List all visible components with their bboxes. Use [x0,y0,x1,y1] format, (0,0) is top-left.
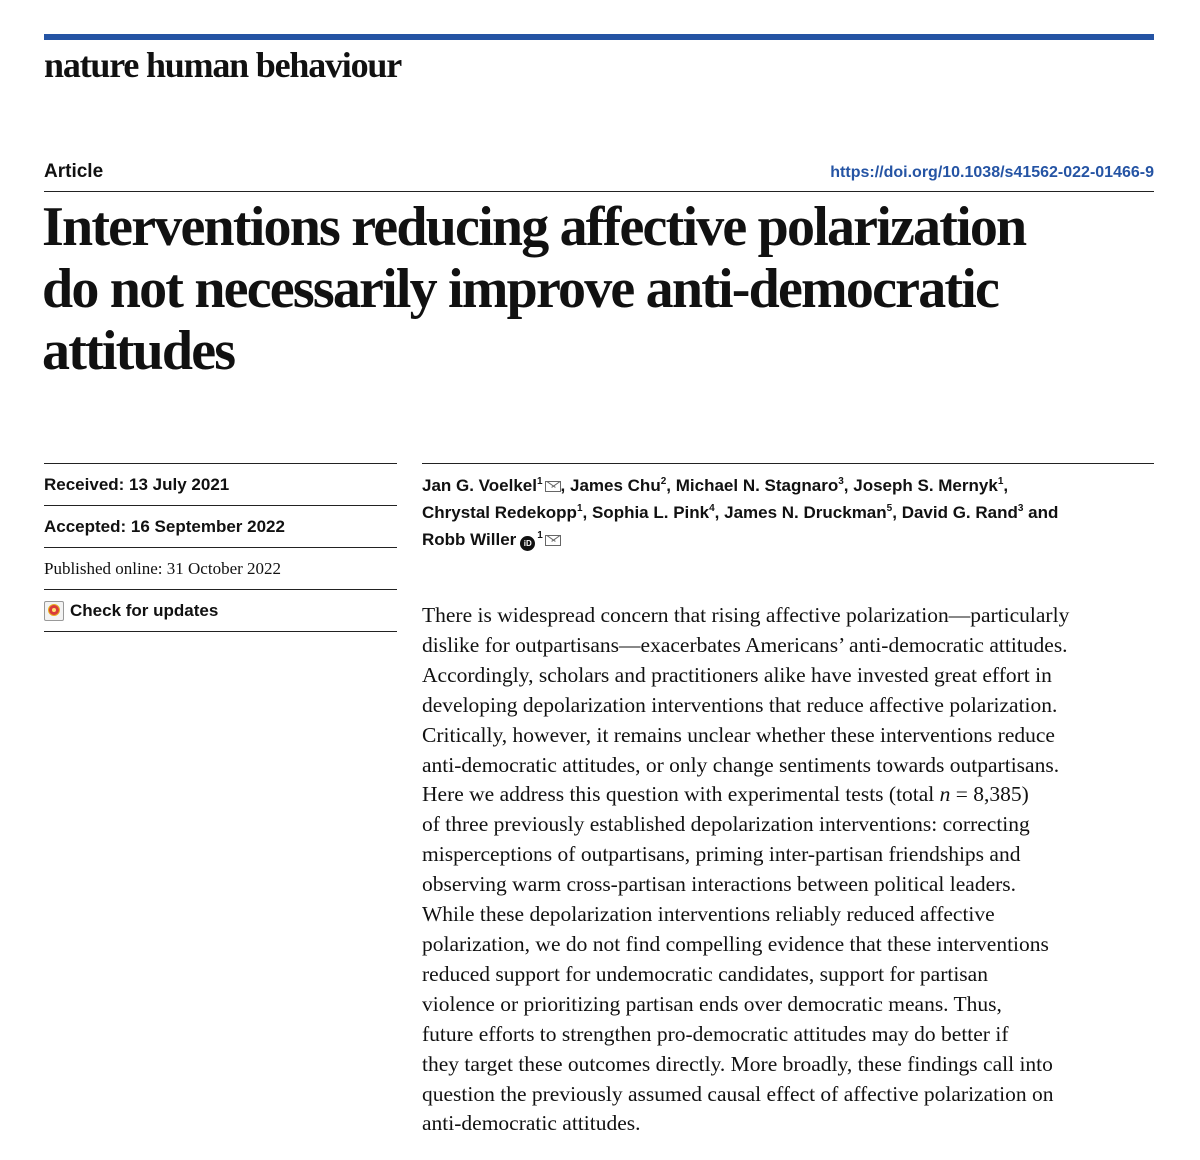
abstract-line: Critically, however, it remains unclear whether these interventions reduce [422,722,1055,747]
abstract-line: anti-democratic attitudes. [422,1111,641,1136]
abstract-line: of three previously established depolarization interventions: correcting [422,812,1030,837]
affiliation-number[interactable]: 2 [660,476,667,487]
article-title [42,196,1162,382]
author-name: Michael N. Stagnaro [675,476,839,495]
affiliation-number[interactable]: 3 [838,476,844,487]
author[interactable]: James Chu$^2$, [570,476,671,495]
sample-size-variable: n [939,782,951,807]
abstract [422,601,1162,1139]
title-line: do not necessarily improve anti-democratic [42,258,999,320]
journal-top-rule [44,34,1154,40]
received-date: Received: 13 July 2021 [44,463,397,505]
author[interactable]: James N. Druckman$^5$, [724,503,897,522]
email-icon[interactable] [545,481,561,492]
abstract-line: Accordingly, scholars and practitioners alike have invested great effort in [422,662,1052,687]
author[interactable] [422,530,561,549]
abstract-line: future efforts to strengthen pro-democratic attitudes may do better if [422,1021,1009,1046]
journal-name[interactable]: nature human behaviour [44,45,402,85]
abstract-line: There is widespread concern that rising affective polarization—particularly [422,603,1070,627]
author[interactable]: Michael N. Stagnaro$^3$, [675,476,849,495]
title-line: attitudes [42,320,235,382]
abstract-text: Here we address this question with experimental tests (total [422,782,940,807]
author[interactable] [902,503,1024,522]
abstract-line: they target these outcomes directly. More broadly, these findings call into [422,1051,1053,1076]
author-name: Chrystal Redekopp [422,503,577,522]
author-name: James Chu [570,476,661,495]
email-icon[interactable] [545,535,561,546]
author-list [422,472,1157,553]
affiliation-number[interactable]: 1 [537,530,543,541]
author-conjunction: and [1028,503,1059,522]
abstract-line: developing depolarization interventions that reduce affective polarization. [422,692,1058,717]
affiliation-number[interactable]: 1 [536,476,543,487]
author[interactable]: Jan G. Voelkel$^1$ , [422,476,566,495]
abstract-line: reduced support for undemocratic candidates, support for partisan [422,961,988,986]
accepted-date: Accepted: 16 September 2022 [44,505,397,547]
title-line: Interventions reducing affective polarization [42,196,1026,258]
author-name: James N. Druckman [724,503,887,522]
affiliation-number[interactable]: 3 [1017,503,1024,514]
author[interactable]: Sophia L. Pink$^4$, [591,503,720,522]
author[interactable]: Joseph S. Mernyk$^1$, [853,476,1009,495]
abstract-line: dislike for outpartisans—exacerbates Americans’ anti-democratic attitudes. [422,632,1068,657]
abstract-text: = 8,385) [950,782,1029,807]
affiliation-number[interactable]: 4 [709,503,715,514]
article-metadata [44,463,397,632]
abstract-line: polarization, we do not find compelling evidence that these interventions [422,931,1049,956]
affiliation-number[interactable]: 1 [576,503,583,514]
affiliation-number[interactable]: 1 [997,476,1004,487]
author-name: Sophia L. Pink [591,503,710,522]
crossmark-icon [44,601,64,621]
check-for-updates-label: Check for updates [70,600,219,620]
abstract-line: misperceptions of outpartisans, priming inter-partisan friendships and [422,842,1021,867]
abstract-line: While these depolarization interventions reliably reduced affective [422,902,995,927]
orcid-icon[interactable]: iD [520,536,535,551]
abstract-line: anti-democratic attitudes, or only change sentiments towards outpartisans. [422,752,1060,777]
check-for-updates-button[interactable] [44,589,397,632]
abstract-line: question the previously assumed causal effect of affective polarization on [422,1081,1054,1106]
author-name: Joseph S. Mernyk [853,476,998,495]
abstract-line: violence or prioritizing partisan ends over democratic means. Thus, [422,991,1002,1016]
author-name: Jan G. Voelkel [422,476,537,495]
affiliation-number[interactable]: 5 [886,503,893,514]
author-name: Robb Willer [422,530,517,549]
authors-divider [422,463,1154,464]
doi-link[interactable]: https://doi.org/10.1038/s41562-022-01466-9 [830,164,1154,181]
article-type-label: Article [44,161,104,182]
abstract-line [422,780,1162,810]
author[interactable]: Chrystal Redekopp$^1$, [422,503,588,522]
published-date: Published online: 31 October 2022 [44,547,397,589]
abstract-line: observing warm cross-partisan interactions between political leaders. [422,872,1017,897]
header-divider [44,191,1154,192]
author-name: David G. Rand [901,503,1018,522]
